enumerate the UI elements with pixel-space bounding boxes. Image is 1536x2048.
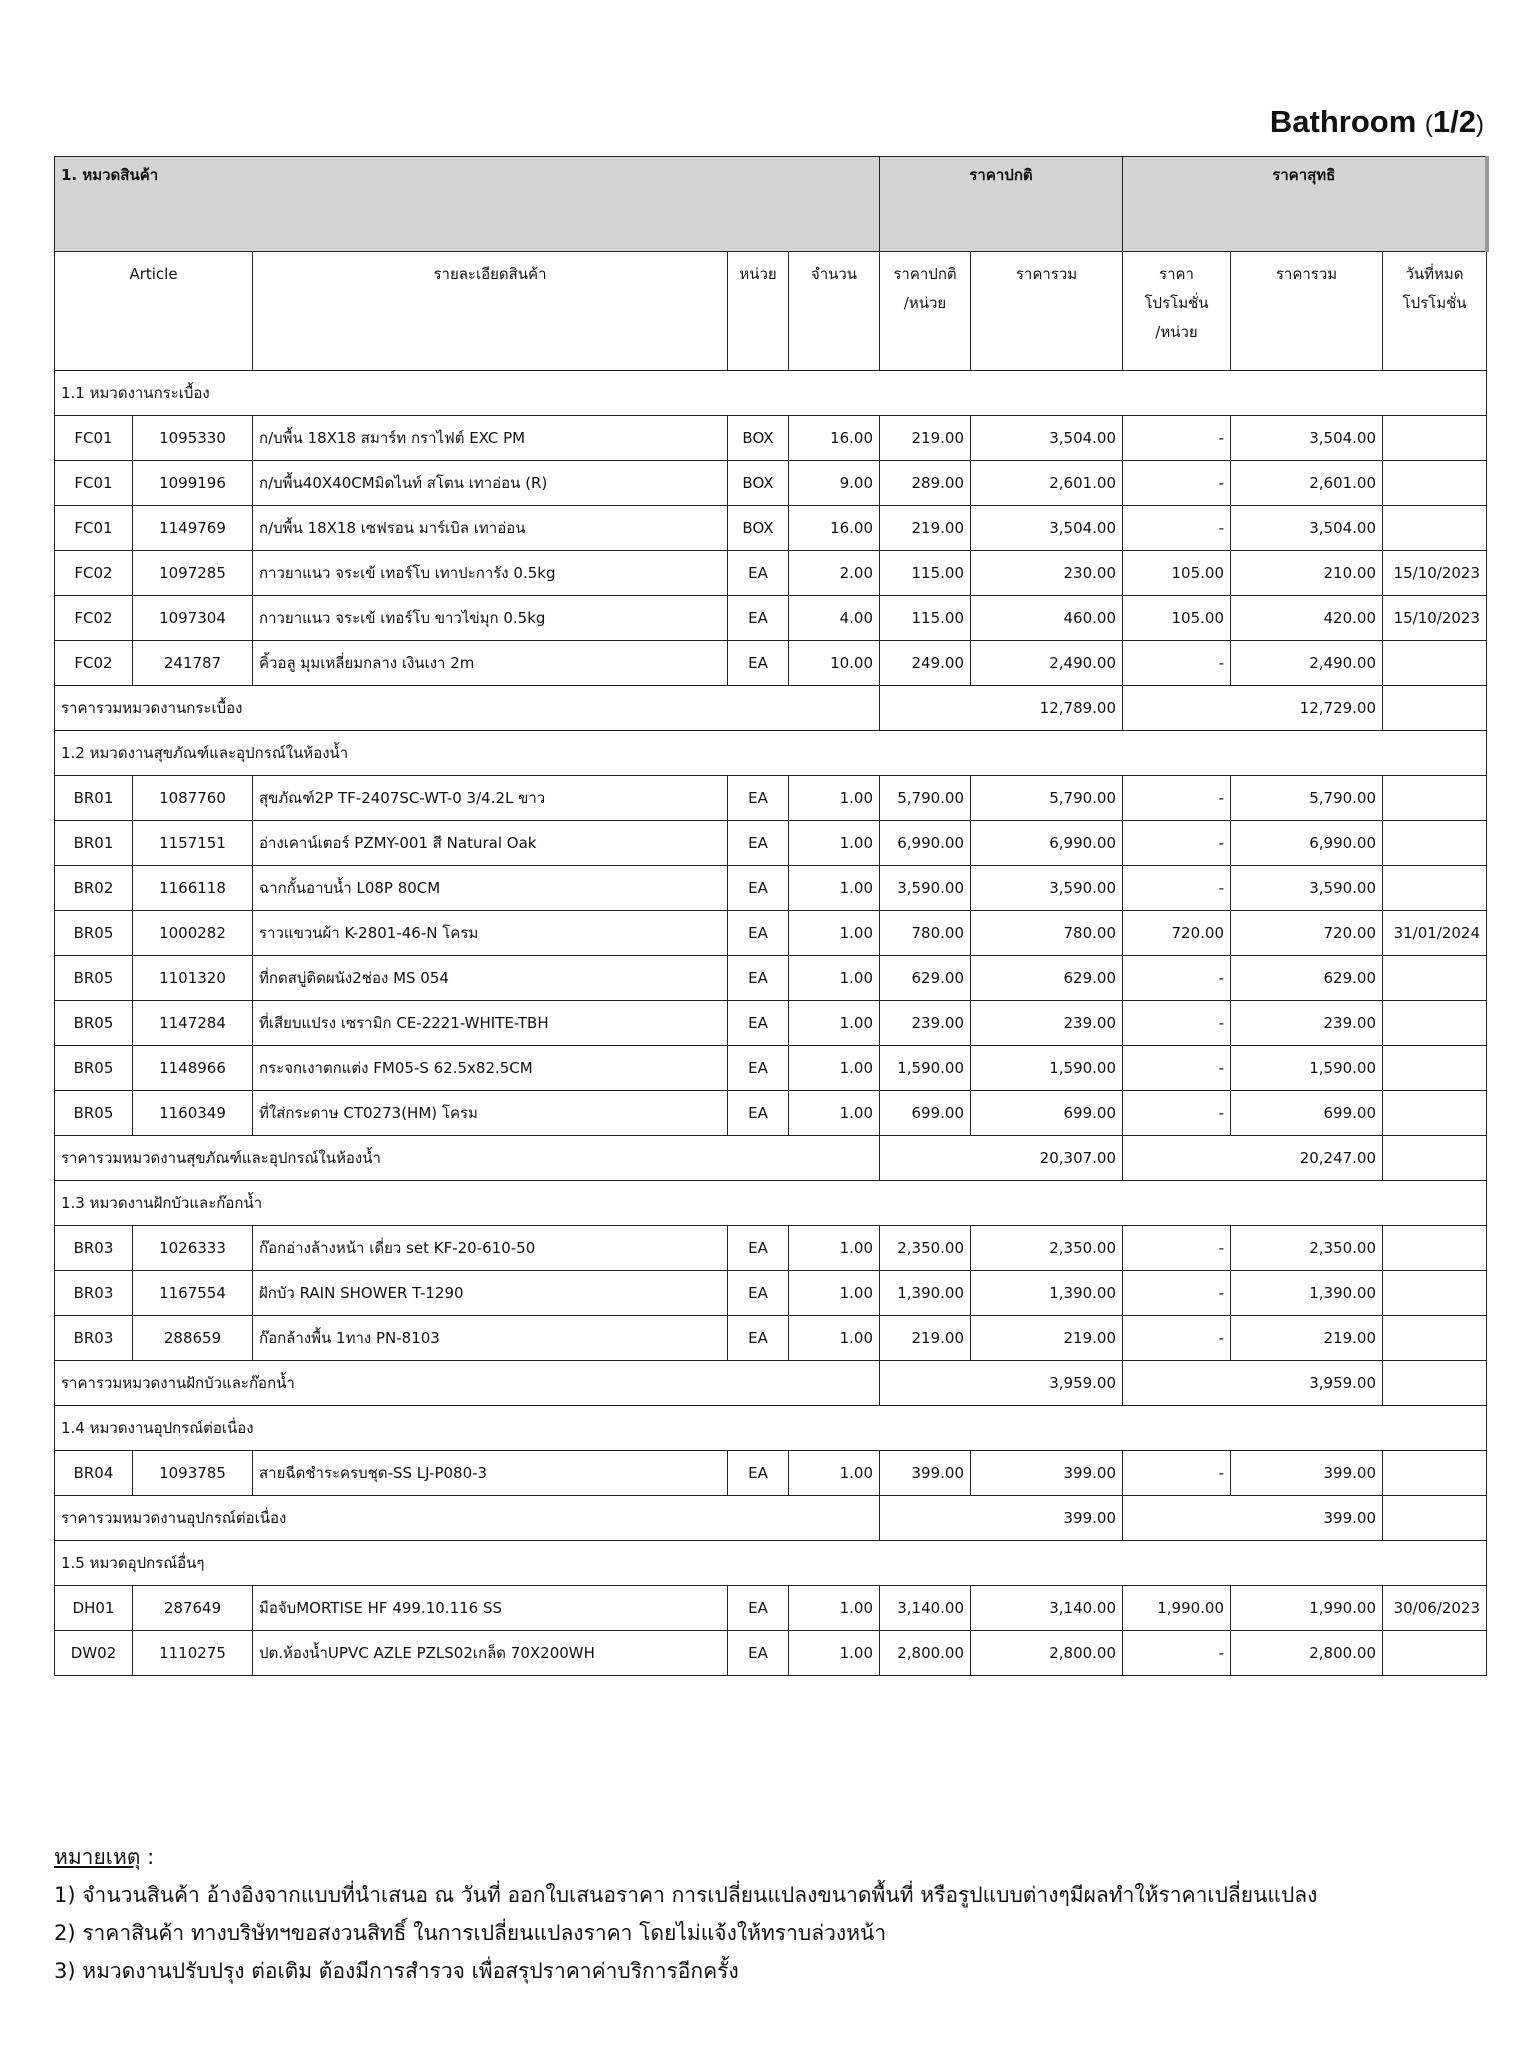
cell-qty: 1.00 — [789, 956, 880, 1001]
cell-net: 1,390.00 — [1231, 1271, 1383, 1316]
cell-qty: 1.00 — [789, 1226, 880, 1271]
section-total-net: 12,729.00 — [1123, 686, 1383, 731]
cell-article: 1157151 — [133, 821, 253, 866]
header-category: 1. หมวดสินค้า — [55, 157, 880, 252]
cell-price: 1,590.00 — [880, 1046, 971, 1091]
cell-date: 15/10/2023 — [1383, 551, 1487, 596]
cell-code: BR02 — [55, 866, 133, 911]
cell-total: 629.00 — [971, 956, 1123, 1001]
table-row — [55, 461, 1487, 506]
cell-desc: ที่กดสบู่ติดผนัง2ช่อง MS 054 — [253, 956, 728, 1001]
cell-price: 5,790.00 — [880, 776, 971, 821]
cell-qty: 9.00 — [789, 461, 880, 506]
section-total-regular: 3,959.00 — [880, 1361, 1123, 1406]
section-total-row — [55, 1136, 1487, 1181]
cell-net: 210.00 — [1231, 551, 1383, 596]
cell-desc: ก/บพื้น40X40CMมิดไนท์ สโตน เทาอ่อน (R) — [253, 461, 728, 506]
cell-net: 1,990.00 — [1231, 1586, 1383, 1631]
cell-code: BR04 — [55, 1451, 133, 1496]
cell-date: 15/10/2023 — [1383, 596, 1487, 641]
col-unit: หน่วย — [728, 252, 789, 371]
cell-total: 1,390.00 — [971, 1271, 1123, 1316]
header-net-price: ราคาสุทธิ — [1123, 157, 1487, 252]
cell-date — [1383, 1091, 1487, 1136]
section-total-regular: 20,307.00 — [880, 1136, 1123, 1181]
cell-desc: คิ้วอลู มุมเหลี่ยมกลาง เงินเงา 2m — [253, 641, 728, 686]
section-total-row — [55, 1361, 1487, 1406]
section-row — [55, 1181, 1487, 1226]
cell-net: 2,350.00 — [1231, 1226, 1383, 1271]
cell-promo: - — [1123, 1046, 1231, 1091]
cell-article: 1149769 — [133, 506, 253, 551]
cell-promo: - — [1123, 1316, 1231, 1361]
cell-article: 1095330 — [133, 416, 253, 461]
cell-desc: ฉากกั้นอาบน้ำ L08P 80CM — [253, 866, 728, 911]
cell-total: 2,490.00 — [971, 641, 1123, 686]
cell-date — [1383, 1001, 1487, 1046]
cell-qty: 4.00 — [789, 596, 880, 641]
cell-code: BR05 — [55, 911, 133, 956]
cell-unit: BOX — [728, 416, 789, 461]
cell-article: 288659 — [133, 1316, 253, 1361]
section-total-net: 399.00 — [1123, 1496, 1383, 1541]
cell-unit: BOX — [728, 461, 789, 506]
cell-date — [1383, 1271, 1487, 1316]
cell-desc: ปต.ห้องน้ำUPVC AZLE PZLS02เกล็ด 70X200WH — [253, 1631, 728, 1676]
cell-desc: กาวยาแนว จระเข้ เทอร์โบ ขาวไข่มุก 0.5kg — [253, 596, 728, 641]
cell-price: 399.00 — [880, 1451, 971, 1496]
cell-date — [1383, 461, 1487, 506]
cell-net: 720.00 — [1231, 911, 1383, 956]
table-row — [55, 776, 1487, 821]
table-row — [55, 641, 1487, 686]
cell-code: BR03 — [55, 1316, 133, 1361]
header-row-groups — [55, 157, 1487, 252]
cell-price: 115.00 — [880, 596, 971, 641]
cell-date — [1383, 866, 1487, 911]
col-regular-total: ราคารวม — [971, 252, 1123, 371]
cell-desc: มือจับMORTISE HF 499.10.116 SS — [253, 1586, 728, 1631]
cell-total: 5,790.00 — [971, 776, 1123, 821]
cell-article: 1087760 — [133, 776, 253, 821]
cell-promo: - — [1123, 1001, 1231, 1046]
section-total-regular: 399.00 — [880, 1496, 1123, 1541]
cell-date — [1383, 821, 1487, 866]
cell-qty: 2.00 — [789, 551, 880, 596]
section-total-label: ราคารวมหมวดงานกระเบื้อง — [55, 686, 880, 731]
cell-unit: EA — [728, 1226, 789, 1271]
cell-unit: EA — [728, 1586, 789, 1631]
cell-unit: EA — [728, 1091, 789, 1136]
cell-date — [1383, 1046, 1487, 1091]
cell-net: 6,990.00 — [1231, 821, 1383, 866]
table-row — [55, 821, 1487, 866]
page-number: 1/2 — [1432, 104, 1476, 139]
notes: หมายเหตุ : 1) จำนวนสินค้า อ้างอิงจากแบบที่นำเสนอ ณ วันที่ ออกใบเสนอราคา การเปลี่ยนแปลงขนาดพื้นที่ หรือรูปแบบต่างๆมีผลทำให้ราคาเปลี่ยนแปลง 2) ราคาสินค้า ทางบริษัทฯขอสงวนสิทธิ์ ในการเปลี่ยนแปลงราคา โดยไม่แจ้งให้ทราบล่วงหน้า 3) หมวดงานปรับปรุง ต่อเติม ต้องมีการสำรวจ เพื่อสรุปราคาค่าบริการอีกครั้ง — [54, 1838, 1317, 1990]
cell-article: 1147284 — [133, 1001, 253, 1046]
cell-code: DW02 — [55, 1631, 133, 1676]
cell-total: 1,590.00 — [971, 1046, 1123, 1091]
table-row — [55, 1451, 1487, 1496]
cell-unit: EA — [728, 1451, 789, 1496]
cell-unit: EA — [728, 1316, 789, 1361]
page-title-main: Bathroom — [1269, 104, 1417, 139]
cell-article: 1110275 — [133, 1631, 253, 1676]
col-qty: จำนวน — [789, 252, 880, 371]
header-row-columns — [55, 252, 1487, 371]
cell-date — [1383, 956, 1487, 1001]
cell-unit: EA — [728, 821, 789, 866]
cell-code: BR05 — [55, 1091, 133, 1136]
section-total-regular: 12,789.00 — [880, 686, 1123, 731]
cell-date — [1383, 641, 1487, 686]
cell-article: 241787 — [133, 641, 253, 686]
cell-date — [1383, 1631, 1487, 1676]
cell-promo: 105.00 — [1123, 596, 1231, 641]
table-row — [55, 1001, 1487, 1046]
cell-desc: ที่ใส่กระดาษ CT0273(HM) โครม — [253, 1091, 728, 1136]
col-net-total: ราคารวม — [1231, 252, 1383, 371]
table-row — [55, 1091, 1487, 1136]
cell-article: 1097304 — [133, 596, 253, 641]
section-total-net: 20,247.00 — [1123, 1136, 1383, 1181]
cell-promo: - — [1123, 956, 1231, 1001]
cell-unit: EA — [728, 911, 789, 956]
cell-unit: EA — [728, 1001, 789, 1046]
section-row — [55, 1541, 1487, 1586]
cell-code: FC02 — [55, 551, 133, 596]
cell-promo: - — [1123, 821, 1231, 866]
cell-code: DH01 — [55, 1586, 133, 1631]
page-title: Bathroom (1/2) — [1269, 104, 1484, 139]
cell-net: 3,590.00 — [1231, 866, 1383, 911]
cell-code: FC01 — [55, 506, 133, 551]
cell-article: 287649 — [133, 1586, 253, 1631]
cell-qty: 1.00 — [789, 1271, 880, 1316]
cell-total: 6,990.00 — [971, 821, 1123, 866]
cell-unit: EA — [728, 866, 789, 911]
cell-desc: กาวยาแนว จระเข้ เทอร์โบ เทาปะการัง 0.5kg — [253, 551, 728, 596]
section-row — [55, 371, 1487, 416]
cell-price: 1,390.00 — [880, 1271, 971, 1316]
cell-net: 3,504.00 — [1231, 416, 1383, 461]
cell-qty: 1.00 — [789, 776, 880, 821]
table-row — [55, 1631, 1487, 1676]
cell-net: 239.00 — [1231, 1001, 1383, 1046]
cell-desc: ฝักบัว RAIN SHOWER T-1290 — [253, 1271, 728, 1316]
cell-desc: สายฉีดชำระครบชุด-SS LJ-P080-3 — [253, 1451, 728, 1496]
header-regular-price: ราคาปกติ — [880, 157, 1123, 252]
cell-unit: EA — [728, 1271, 789, 1316]
cell-article: 1097285 — [133, 551, 253, 596]
col-promo-end-date: วันที่หมด โปรโมชั่น — [1383, 252, 1487, 371]
cell-desc: อ่างเคาน์เตอร์ PZMY-001 สี Natural Oak — [253, 821, 728, 866]
table-row — [55, 596, 1487, 641]
section-title: 1.4 หมวดงานอุปกรณ์ต่อเนื่อง — [55, 1406, 1487, 1451]
cell-net: 629.00 — [1231, 956, 1383, 1001]
section-row — [55, 1406, 1487, 1451]
cell-code: FC01 — [55, 461, 133, 506]
cell-qty: 1.00 — [789, 1631, 880, 1676]
section-total-label: ราคารวมหมวดงานสุขภัณฑ์และอุปกรณ์ในห้องน้ำ — [55, 1136, 880, 1181]
cell-price: 289.00 — [880, 461, 971, 506]
section-title: 1.3 หมวดงานฝักบัวและก๊อกน้ำ — [55, 1181, 1487, 1226]
cell-promo: 105.00 — [1123, 551, 1231, 596]
cell-price: 219.00 — [880, 416, 971, 461]
cell-net: 5,790.00 — [1231, 776, 1383, 821]
cell-desc: ที่เสียบแปรง เซรามิก CE-2221-WHITE-TBH — [253, 1001, 728, 1046]
cell-price: 2,350.00 — [880, 1226, 971, 1271]
cell-qty: 1.00 — [789, 1316, 880, 1361]
cell-price: 219.00 — [880, 1316, 971, 1361]
quotation-table — [54, 156, 1489, 1676]
cell-article: 1026333 — [133, 1226, 253, 1271]
cell-article: 1167554 — [133, 1271, 253, 1316]
cell-qty: 1.00 — [789, 1091, 880, 1136]
cell-qty: 1.00 — [789, 821, 880, 866]
cell-date: 31/01/2024 — [1383, 911, 1487, 956]
table-row — [55, 551, 1487, 596]
cell-date — [1383, 1451, 1487, 1496]
cell-net: 2,800.00 — [1231, 1631, 1383, 1676]
cell-qty: 16.00 — [789, 416, 880, 461]
cell-promo: - — [1123, 461, 1231, 506]
cell-price: 6,990.00 — [880, 821, 971, 866]
cell-code: BR05 — [55, 1001, 133, 1046]
cell-date — [1383, 506, 1487, 551]
cell-code: FC02 — [55, 596, 133, 641]
cell-promo: - — [1123, 776, 1231, 821]
cell-net: 399.00 — [1231, 1451, 1383, 1496]
col-description: รายละเอียดสินค้า — [253, 252, 728, 371]
cell-article: 1093785 — [133, 1451, 253, 1496]
col-promo-unit-price: ราคา โปรโมชั่น /หน่วย — [1123, 252, 1231, 371]
cell-desc: กระจกเงาตกแต่ง FM05-S 62.5x82.5CM — [253, 1046, 728, 1091]
cell-code: BR05 — [55, 1046, 133, 1091]
cell-promo: - — [1123, 1451, 1231, 1496]
cell-desc: ก๊อกล้างพื้น 1ทาง PN-8103 — [253, 1316, 728, 1361]
section-title: 1.2 หมวดงานสุขภัณฑ์และอุปกรณ์ในห้องน้ำ — [55, 731, 1487, 776]
cell-price: 3,140.00 — [880, 1586, 971, 1631]
cell-net: 219.00 — [1231, 1316, 1383, 1361]
cell-net: 1,590.00 — [1231, 1046, 1383, 1091]
cell-total: 399.00 — [971, 1451, 1123, 1496]
section-title: 1.5 หมวดอุปกรณ์อื่นๆ — [55, 1541, 1487, 1586]
cell-qty: 1.00 — [789, 866, 880, 911]
cell-total: 699.00 — [971, 1091, 1123, 1136]
cell-net: 420.00 — [1231, 596, 1383, 641]
cell-total: 3,140.00 — [971, 1586, 1123, 1631]
cell-unit: EA — [728, 641, 789, 686]
section-total-empty — [1383, 1136, 1487, 1181]
cell-code: FC01 — [55, 416, 133, 461]
cell-article: 1160349 — [133, 1091, 253, 1136]
cell-total: 239.00 — [971, 1001, 1123, 1046]
cell-date — [1383, 1226, 1487, 1271]
cell-article: 1099196 — [133, 461, 253, 506]
cell-desc: ราวแขวนผ้า K-2801-46-N โครม — [253, 911, 728, 956]
cell-code: BR05 — [55, 956, 133, 1001]
cell-total: 3,504.00 — [971, 416, 1123, 461]
cell-unit: EA — [728, 551, 789, 596]
table-row — [55, 1046, 1487, 1091]
cell-promo: - — [1123, 416, 1231, 461]
note-line: 3) หมวดงานปรับปรุง ต่อเติม ต้องมีการสำรวจ เพื่อสรุปราคาค่าบริการอีกครั้ง — [54, 1959, 739, 1983]
cell-desc: ก/บพื้น 18X18 สมาร์ท กราไฟต์ EXC PM — [253, 416, 728, 461]
cell-code: FC02 — [55, 641, 133, 686]
section-total-empty — [1383, 1361, 1487, 1406]
table-row — [55, 1226, 1487, 1271]
notes-heading: หมายเหตุ — [54, 1845, 141, 1869]
section-total-empty — [1383, 686, 1487, 731]
cell-promo: - — [1123, 1631, 1231, 1676]
note-line: 2) ราคาสินค้า ทางบริษัทฯขอสงวนสิทธิ์ ในการเปลี่ยนแปลงราคา โดยไม่แจ้งให้ทราบล่วงหน้า — [54, 1921, 887, 1945]
table-row — [55, 416, 1487, 461]
cell-total: 460.00 — [971, 596, 1123, 641]
cell-qty: 10.00 — [789, 641, 880, 686]
cell-qty: 1.00 — [789, 911, 880, 956]
cell-code: BR01 — [55, 821, 133, 866]
cell-promo: 720.00 — [1123, 911, 1231, 956]
cell-promo: 1,990.00 — [1123, 1586, 1231, 1631]
cell-promo: - — [1123, 1091, 1231, 1136]
cell-article: 1000282 — [133, 911, 253, 956]
cell-promo: - — [1123, 641, 1231, 686]
cell-article: 1148966 — [133, 1046, 253, 1091]
cell-promo: - — [1123, 1271, 1231, 1316]
cell-qty: 1.00 — [789, 1586, 880, 1631]
cell-desc: ก/บพื้น 18X18 เซฟรอน มาร์เบิล เทาอ่อน — [253, 506, 728, 551]
cell-total: 2,350.00 — [971, 1226, 1123, 1271]
table-row — [55, 911, 1487, 956]
cell-total: 780.00 — [971, 911, 1123, 956]
cell-unit: EA — [728, 776, 789, 821]
cell-net: 699.00 — [1231, 1091, 1383, 1136]
cell-date — [1383, 1316, 1487, 1361]
section-row — [55, 731, 1487, 776]
cell-desc: สุขภัณฑ์2P TF-2407SC-WT-0 3/4.2L ขาว — [253, 776, 728, 821]
section-total-empty — [1383, 1496, 1487, 1541]
cell-price: 2,800.00 — [880, 1631, 971, 1676]
section-total-row — [55, 686, 1487, 731]
col-article: Article — [55, 252, 253, 371]
cell-promo: - — [1123, 866, 1231, 911]
cell-price: 219.00 — [880, 506, 971, 551]
cell-total: 230.00 — [971, 551, 1123, 596]
cell-price: 249.00 — [880, 641, 971, 686]
cell-price: 780.00 — [880, 911, 971, 956]
cell-price: 699.00 — [880, 1091, 971, 1136]
cell-article: 1101320 — [133, 956, 253, 1001]
section-title: 1.1 หมวดงานกระเบื้อง — [55, 371, 1487, 416]
cell-unit: EA — [728, 596, 789, 641]
section-total-label: ราคารวมหมวดงานอุปกรณ์ต่อเนื่อง — [55, 1496, 880, 1541]
cell-price: 115.00 — [880, 551, 971, 596]
section-total-net: 3,959.00 — [1123, 1361, 1383, 1406]
cell-desc: ก๊อกอ่างล้างหน้า เดี่ยว set KF-20-610-50 — [253, 1226, 728, 1271]
cell-promo: - — [1123, 1226, 1231, 1271]
cell-price: 239.00 — [880, 1001, 971, 1046]
cell-total: 2,800.00 — [971, 1631, 1123, 1676]
cell-total: 219.00 — [971, 1316, 1123, 1361]
table-row — [55, 1316, 1487, 1361]
cell-code: BR03 — [55, 1226, 133, 1271]
cell-unit: BOX — [728, 506, 789, 551]
cell-total: 3,590.00 — [971, 866, 1123, 911]
cell-unit: EA — [728, 956, 789, 1001]
cell-date: 30/06/2023 — [1383, 1586, 1487, 1631]
cell-article: 1166118 — [133, 866, 253, 911]
cell-price: 3,590.00 — [880, 866, 971, 911]
cell-qty: 16.00 — [789, 506, 880, 551]
cell-code: BR03 — [55, 1271, 133, 1316]
cell-unit: EA — [728, 1631, 789, 1676]
table-row — [55, 1271, 1487, 1316]
table-row — [55, 866, 1487, 911]
cell-qty: 1.00 — [789, 1001, 880, 1046]
table-row — [55, 506, 1487, 551]
section-total-row — [55, 1496, 1487, 1541]
cell-qty: 1.00 — [789, 1451, 880, 1496]
cell-date — [1383, 416, 1487, 461]
note-line: 1) จำนวนสินค้า อ้างอิงจากแบบที่นำเสนอ ณ วันที่ ออกใบเสนอราคา การเปลี่ยนแปลงขนาดพื้นที่ หรือรูปแบบต่างๆมีผลทำให้ราคาเปลี่ยนแปลง — [54, 1883, 1318, 1907]
cell-net: 2,490.00 — [1231, 641, 1383, 686]
cell-date — [1383, 776, 1487, 821]
cell-unit: EA — [728, 1046, 789, 1091]
table-row — [55, 1586, 1487, 1631]
cell-net: 2,601.00 — [1231, 461, 1383, 506]
cell-price: 629.00 — [880, 956, 971, 1001]
cell-total: 2,601.00 — [971, 461, 1123, 506]
cell-qty: 1.00 — [789, 1046, 880, 1091]
cell-code: BR01 — [55, 776, 133, 821]
cell-net: 3,504.00 — [1231, 506, 1383, 551]
section-total-label: ราคารวมหมวดงานฝักบัวและก๊อกน้ำ — [55, 1361, 880, 1406]
col-regular-unit-price: ราคาปกติ /หน่วย — [880, 252, 971, 371]
cell-promo: - — [1123, 506, 1231, 551]
cell-total: 3,504.00 — [971, 506, 1123, 551]
table-row — [55, 956, 1487, 1001]
